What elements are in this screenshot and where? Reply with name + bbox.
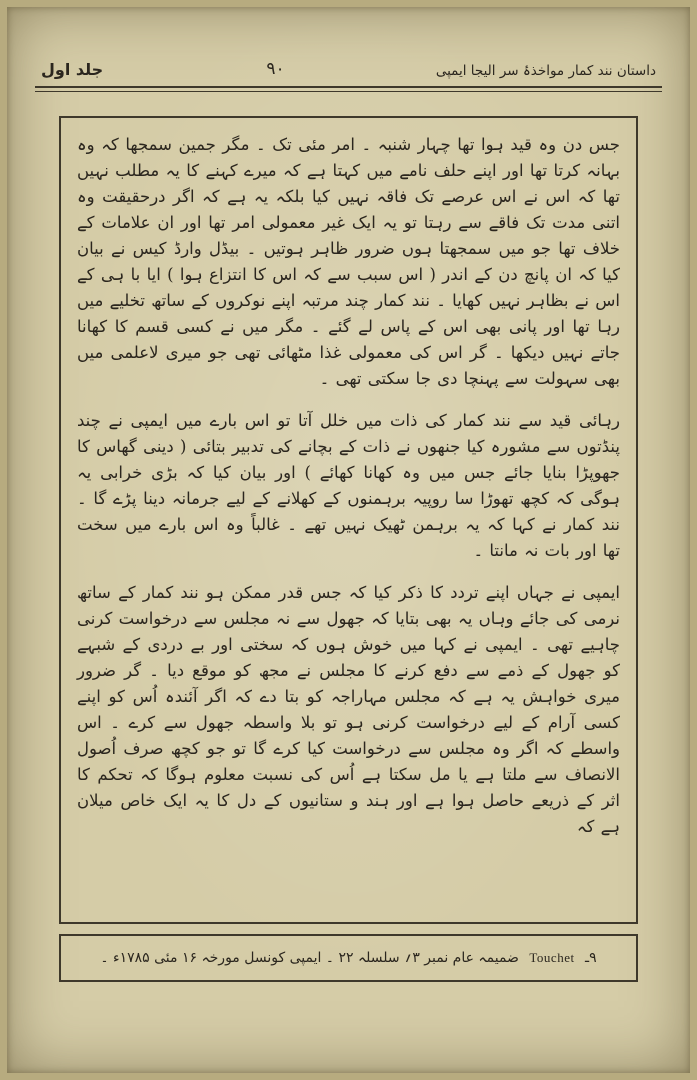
footnote-box — [59, 934, 638, 982]
paragraph: رہائی قید سے نند کمار کی ذات میں خلل آتا تو اس بارے میں ایمپی نے چند پنڈتوں سے مشورہ کیا جنھوں نے ذات کے بچانے کی تدبیر بتائی ( دینی گھاس کا جھوپڑا بنایا جائے جس میں وہ کھانا کھائے ) اور بیان کیا کہ بڑی خرابی یہ ہوگی کہ کچھ تھوڑا سا روپیہ برہمنوں کے کھلانے کے لیے جرمانہ دینا پڑے گا ۔ نند کمار نے کہا کہ یہ برہمن ٹھیک نہیں تھے ۔ غالباً وہ اس بارے میں سخت تھا اور بات نہ مانتا ۔ — [77, 411, 620, 560]
volume-label: جلد اول — [41, 60, 104, 79]
book-title: داستان نند کمار مواخذۂ سر الیجا ایمپی — [435, 63, 656, 79]
paragraph: جس دن وہ قید ہوا تھا چہار شنبہ ۔ امر مئی تک ۔ مگر جمین سمجھا کہ وہ بہانہ کرتا تھا اور اپنے حلف نامے میں کہتا ہے کہ میرے کہنے کا یہ مطلب نہیں تھا کہ اس نے اس عرصے تک فاقہ نہیں کیا بلکہ یہ ہے کہ اگر درحقیقت وہ اتنی مدت تک فاقے سے رہتا تو یہ ایک غیر معمولی امر تھا اور ان علامات کے خلاف تھا جو میں سمجھتا ہوں ضرور ظاہر ہوتیں ۔ بیڈل وارڈ کیس نے بیان کیا کہ ان پانچ دن کے اندر ( اس سبب سے کہ اس کا انتزاع ہوا ) ایا با ہی کے اس نے بظاہر نہیں کھایا ۔ نند کمار چند مرتبہ اپنے نوکروں کے ساتھ تخلیے میں رہا تھا اور پانی بھی اس کے پاس لے گئے ۔ مگر میں نے کسی قسم کا کھانا جاتے نہیں دیکھا ۔ گر اس کی معمولی غذا مٹھائی تھی جو میری لاعلمی میں بھی سہولت سے پہنچا دی جا سکتی تھی ۔ — [77, 135, 620, 388]
footnote-line — [71, 948, 626, 968]
footnote-reference-name: Touchet — [529, 950, 575, 965]
header-divider-rule — [35, 86, 662, 92]
scanned-page — [7, 7, 690, 1073]
body-text — [59, 116, 638, 924]
footnote-text: ضمیمہ عام نمبر ۳؍ سلسلہ ۲۲ ۔ ایمپی کونسل مورخہ ۱۶ مئی ۱۷۸۵ء ۔ — [100, 950, 519, 966]
running-header — [7, 7, 690, 79]
page-number: ۹۰ — [266, 59, 285, 79]
paragraph: ایمپی نے جہاں اپنے تردد کا ذکر کیا کہ جس قدر ممکن ہو نند کمار کے ساتھ نرمی کی جائے وہاں یہ بھی بتایا کہ جھول سے نہ مجلس سے درخواست کرنی چاہیے تھی ۔ ایمپی نے کہا میں خوش ہوں کہ سختی اور بے دردی کے شبہے کو جھول کے ذمے سے دفع کرنے کا مجلس نے مجھ کو موقع دیا ۔ گر ضرور میری خواہش یہ ہے کہ مجلس مہاراجہ کو بتا دے کہ اگر آئندہ اُس کو اپنے کسی آرام کے لیے درخواست کرنی ہو تو بلا واسطہ جھول سے کرے ۔ اس واسطے کہ اگر وہ مجلس سے درخواست کیا کرے گا تو جو کچھ صرف اُصول الانصاف سے ملتا ہے یا مل سکتا ہے اُس کی نسبت معلوم ہوگا کہ تحکم کا اثر کے ذریعے حاصل ہوا ہے اور ہند و ستانیوں کے دل کا یہ ایک خاص میلان ہے کہ — [77, 583, 620, 836]
footnote-marker: ۹ـ — [585, 950, 597, 966]
